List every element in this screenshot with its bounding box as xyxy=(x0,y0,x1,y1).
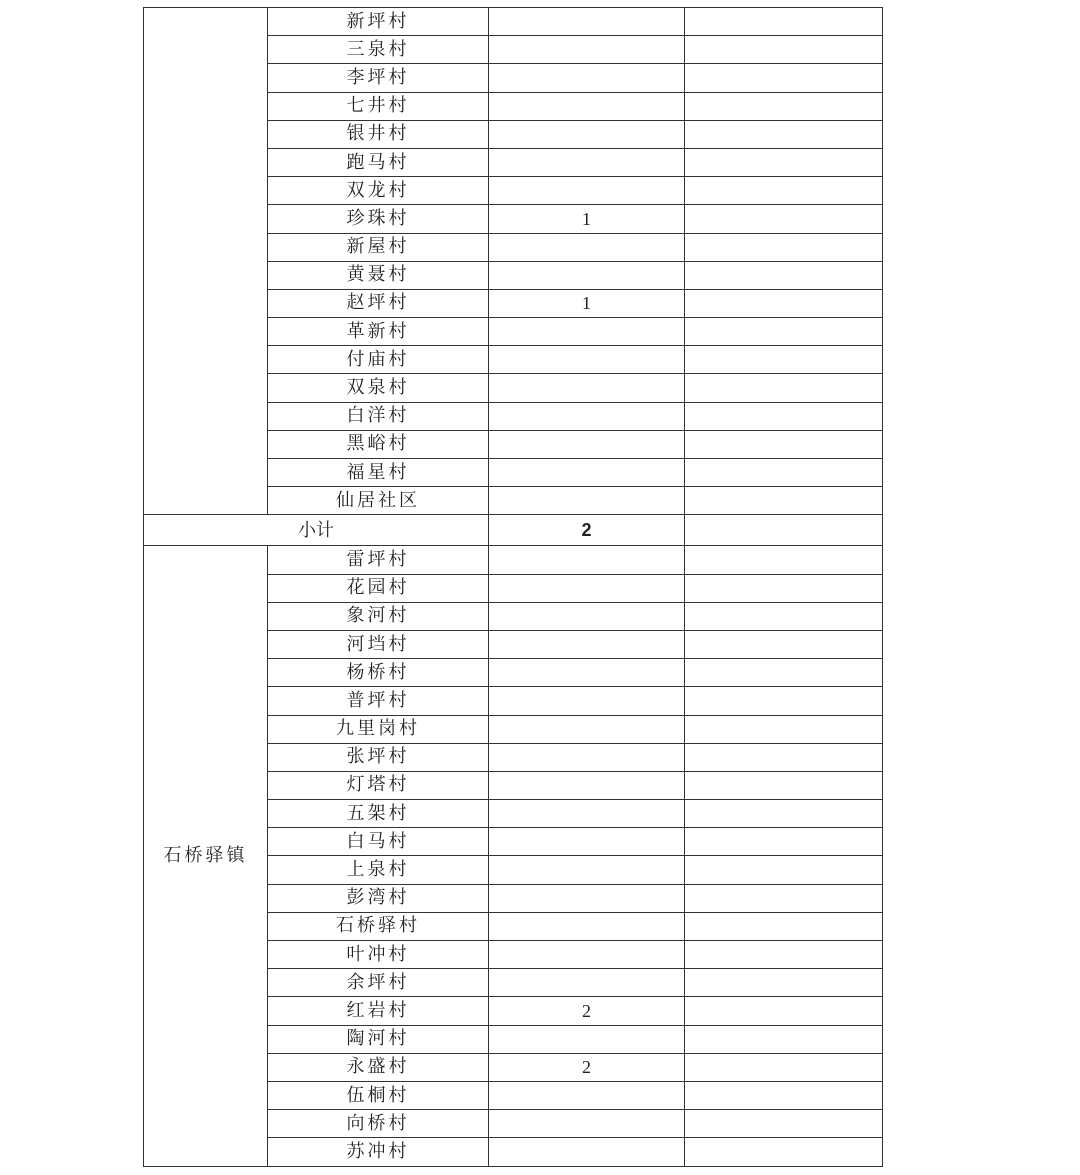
count-cell xyxy=(489,318,685,346)
empty-cell xyxy=(685,148,883,176)
empty-cell xyxy=(685,941,883,969)
town-name-cell: 石桥驿镇 xyxy=(144,546,268,1166)
village-name-cell: 叶冲村 xyxy=(268,941,489,969)
village-name-cell: 赵坪村 xyxy=(268,289,489,317)
count-cell: 2 xyxy=(489,997,685,1025)
empty-cell xyxy=(685,715,883,743)
count-cell xyxy=(489,574,685,602)
empty-cell xyxy=(685,659,883,687)
empty-cell xyxy=(685,177,883,205)
count-cell xyxy=(489,64,685,92)
count-cell xyxy=(489,346,685,374)
empty-cell xyxy=(685,630,883,658)
empty-cell xyxy=(685,374,883,402)
empty-cell xyxy=(685,64,883,92)
count-cell xyxy=(489,969,685,997)
village-name-cell: 彭湾村 xyxy=(268,884,489,912)
count-cell xyxy=(489,261,685,289)
table-body xyxy=(144,8,883,1167)
village-name-cell: 花园村 xyxy=(268,574,489,602)
empty-cell xyxy=(685,800,883,828)
empty-cell xyxy=(685,602,883,630)
village-name-cell: 黑峪村 xyxy=(268,430,489,458)
empty-cell xyxy=(685,92,883,120)
empty-cell xyxy=(685,546,883,574)
count-cell xyxy=(489,828,685,856)
empty-cell xyxy=(685,687,883,715)
village-name-cell: 双龙村 xyxy=(268,177,489,205)
count-cell xyxy=(489,912,685,940)
count-cell xyxy=(489,884,685,912)
empty-cell xyxy=(685,233,883,261)
count-cell xyxy=(489,1025,685,1053)
count-cell xyxy=(489,459,685,487)
empty-cell xyxy=(685,1138,883,1166)
count-cell xyxy=(489,374,685,402)
count-cell xyxy=(489,687,685,715)
village-name-cell: 杨桥村 xyxy=(268,659,489,687)
count-cell xyxy=(489,630,685,658)
empty-cell xyxy=(685,205,883,233)
count-cell xyxy=(489,177,685,205)
village-name-cell: 五架村 xyxy=(268,800,489,828)
village-name-cell: 红岩村 xyxy=(268,997,489,1025)
count-cell: 1 xyxy=(489,205,685,233)
village-name-cell: 三泉村 xyxy=(268,36,489,64)
count-cell: 1 xyxy=(489,289,685,317)
subtotal-value: 2 xyxy=(489,515,685,546)
subtotal-row xyxy=(144,515,883,546)
town-name-cell xyxy=(144,8,268,515)
village-name-cell: 福星村 xyxy=(268,459,489,487)
empty-cell xyxy=(685,261,883,289)
village-name-cell: 付庙村 xyxy=(268,346,489,374)
empty-cell xyxy=(685,574,883,602)
count-cell xyxy=(489,659,685,687)
empty-cell xyxy=(685,487,883,515)
village-name-cell: 张坪村 xyxy=(268,743,489,771)
village-name-cell: 余坪村 xyxy=(268,969,489,997)
village-name-cell: 伍桐村 xyxy=(268,1081,489,1109)
empty-cell xyxy=(685,997,883,1025)
empty-cell xyxy=(685,402,883,430)
empty-cell xyxy=(685,912,883,940)
count-cell xyxy=(489,120,685,148)
village-name-cell: 河垱村 xyxy=(268,630,489,658)
village-name-cell: 珍珠村 xyxy=(268,205,489,233)
village-name-cell: 双泉村 xyxy=(268,374,489,402)
empty-cell xyxy=(685,289,883,317)
village-name-cell: 白马村 xyxy=(268,828,489,856)
village-statistics-table xyxy=(143,7,883,1167)
empty-cell xyxy=(685,459,883,487)
subtotal-label: 小计 xyxy=(144,515,489,546)
village-name-cell: 银井村 xyxy=(268,120,489,148)
count-cell xyxy=(489,1110,685,1138)
table-row xyxy=(144,546,883,574)
empty-cell xyxy=(685,969,883,997)
village-name-cell: 上泉村 xyxy=(268,856,489,884)
count-cell: 2 xyxy=(489,1053,685,1081)
count-cell xyxy=(489,941,685,969)
empty-cell xyxy=(685,430,883,458)
village-name-cell: 跑马村 xyxy=(268,148,489,176)
count-cell xyxy=(489,487,685,515)
empty-cell xyxy=(685,1025,883,1053)
village-name-cell: 永盛村 xyxy=(268,1053,489,1081)
count-cell xyxy=(489,743,685,771)
count-cell xyxy=(489,233,685,261)
village-name-cell: 雷坪村 xyxy=(268,546,489,574)
count-cell xyxy=(489,36,685,64)
empty-cell xyxy=(685,856,883,884)
count-cell xyxy=(489,1138,685,1166)
empty-cell xyxy=(685,743,883,771)
village-name-cell: 向桥村 xyxy=(268,1110,489,1138)
empty-cell xyxy=(685,771,883,799)
count-cell xyxy=(489,602,685,630)
village-name-cell: 九里岗村 xyxy=(268,715,489,743)
empty-cell xyxy=(685,120,883,148)
count-cell xyxy=(489,92,685,120)
count-cell xyxy=(489,430,685,458)
empty-cell xyxy=(685,1081,883,1109)
village-name-cell: 陶河村 xyxy=(268,1025,489,1053)
village-name-cell: 苏冲村 xyxy=(268,1138,489,1166)
count-cell xyxy=(489,856,685,884)
empty-cell xyxy=(685,8,883,36)
count-cell xyxy=(489,8,685,36)
empty-cell xyxy=(685,884,883,912)
village-name-cell: 李坪村 xyxy=(268,64,489,92)
count-cell xyxy=(489,715,685,743)
count-cell xyxy=(489,402,685,430)
empty-cell xyxy=(685,1110,883,1138)
village-name-cell: 黄聂村 xyxy=(268,261,489,289)
village-name-cell: 新坪村 xyxy=(268,8,489,36)
count-cell xyxy=(489,1081,685,1109)
empty-cell xyxy=(685,828,883,856)
village-name-cell: 革新村 xyxy=(268,318,489,346)
village-name-cell: 象河村 xyxy=(268,602,489,630)
village-name-cell: 仙居社区 xyxy=(268,487,489,515)
empty-cell xyxy=(685,515,883,546)
village-name-cell: 新屋村 xyxy=(268,233,489,261)
village-name-cell: 灯塔村 xyxy=(268,771,489,799)
count-cell xyxy=(489,148,685,176)
empty-cell xyxy=(685,346,883,374)
village-name-cell: 石桥驿村 xyxy=(268,912,489,940)
empty-cell xyxy=(685,36,883,64)
count-cell xyxy=(489,771,685,799)
empty-cell xyxy=(685,318,883,346)
table-row xyxy=(144,8,883,36)
count-cell xyxy=(489,800,685,828)
village-name-cell: 白洋村 xyxy=(268,402,489,430)
village-name-cell: 七井村 xyxy=(268,92,489,120)
village-name-cell: 普坪村 xyxy=(268,687,489,715)
count-cell xyxy=(489,546,685,574)
empty-cell xyxy=(685,1053,883,1081)
